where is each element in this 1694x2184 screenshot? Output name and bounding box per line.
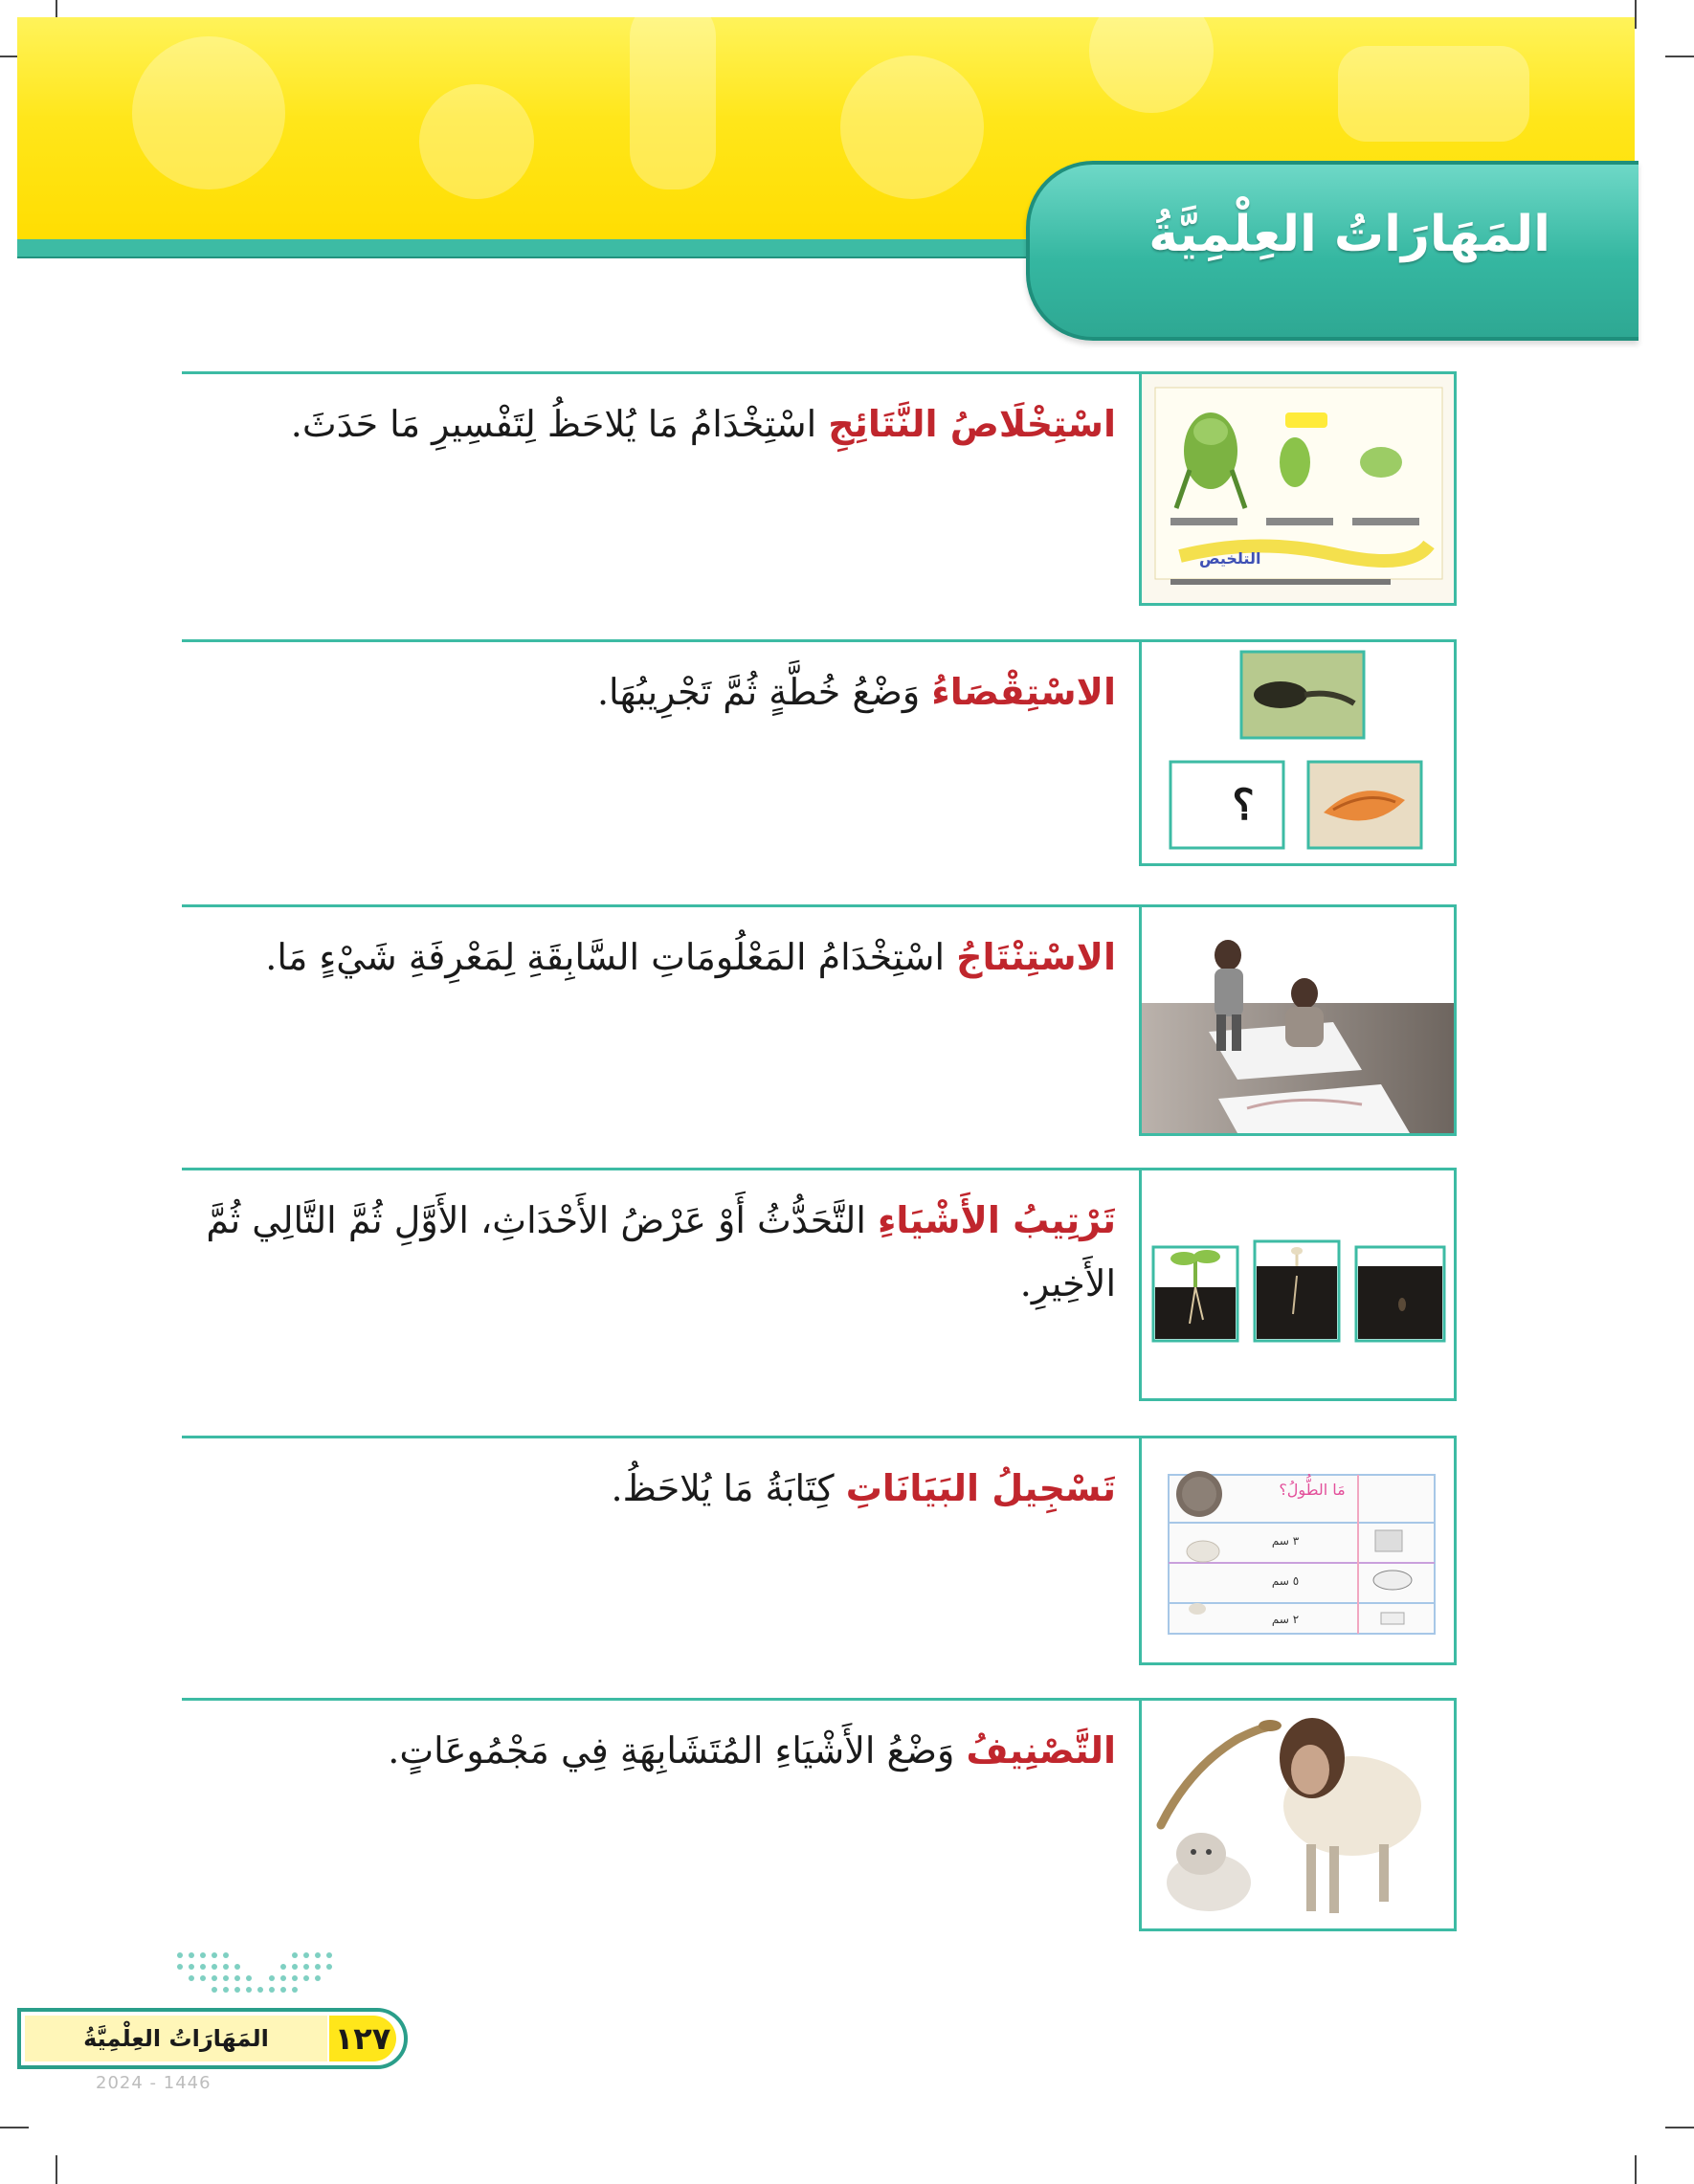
- insect-life-cycle-image: [1139, 371, 1457, 606]
- skill-text: [197, 925, 1116, 989]
- skill-text: [197, 1719, 1116, 1782]
- question-mark: ؟: [1232, 781, 1255, 830]
- skill-row-investigating: [182, 639, 1457, 866]
- ministry-logo: [177, 1952, 342, 2010]
- skill-text: [197, 1457, 1116, 1520]
- skill-term: اسْتِخْلَاصُ النَّتَائِجِ: [828, 403, 1116, 445]
- footer-year: 2024 - 1446: [96, 2073, 212, 2093]
- table-title: مَا الطُّولُ؟: [1279, 1481, 1346, 1499]
- plant-growth-image: [1139, 1168, 1457, 1401]
- crop-mark: [1665, 2127, 1694, 2128]
- footer-section-label: المَهَارَاتُ العِلْمِيَّةُ: [25, 2016, 327, 2061]
- skill-term: التَّصْنِيفُ: [966, 1729, 1116, 1772]
- skill-text: [197, 392, 1116, 456]
- investigation-image: [1139, 639, 1457, 866]
- crop-mark: [56, 2155, 57, 2184]
- children-map-image: [1139, 904, 1457, 1136]
- skill-row-classifying: [182, 1698, 1457, 1931]
- crop-mark: [0, 2127, 29, 2128]
- table-cell: ٢ سم: [1271, 1613, 1300, 1626]
- skill-term: تَسْجِيلُ البَيَانَاتِ: [845, 1467, 1116, 1509]
- page-title: المَهَارَاتُ العِلْمِيَّةُ: [1148, 206, 1550, 263]
- skill-definition: كِتَابَةُ مَا يُلاحَظُ.: [611, 1467, 846, 1509]
- table-cell: ٥ سم: [1271, 1574, 1300, 1588]
- skill-definition: اسْتِخْدَامُ مَا يُلاحَظُ لِتَفْسِيرِ مَا حَدَثَ.: [290, 403, 829, 445]
- animals-image: [1139, 1698, 1457, 1931]
- skill-text: [197, 660, 1116, 724]
- svg-text:التلخيص: التلخيص: [1199, 549, 1261, 568]
- page-number: ١٢٧: [329, 2016, 396, 2061]
- skill-term: الاسْتِنْتَاجُ: [956, 936, 1116, 978]
- table-cell: ٣ سم: [1271, 1534, 1300, 1548]
- length-table-image: [1139, 1436, 1457, 1665]
- skill-definition: وَضْعُ خُطَّةٍ ثُمَّ تَجْرِيبُهَا.: [596, 671, 932, 713]
- skill-definition: وَضْعُ الأَشْيَاءِ المُتَشَابِهَةِ فِي مَجْمُوعَاتٍ.: [388, 1729, 967, 1772]
- skill-term: تَرْتِيبُ الأَشْيَاءِ: [877, 1199, 1116, 1241]
- skill-row-sequencing: [182, 1168, 1457, 1401]
- skill-definition: التَّحَدُّثُ أَوْ عَرْضُ الأَحْدَاثِ، الأَوَّلِ ثُمَّ التَّالِي ثُمَّ الأَخِيرِ.: [206, 1199, 1116, 1304]
- skill-term: الاسْتِقْصَاءُ: [931, 671, 1116, 713]
- skill-row-recording-data: [182, 1436, 1457, 1665]
- skill-definition: اسْتِخْدَامُ المَعْلُومَاتِ السَّابِقَةِ لِمَعْرِفَةِ شَيْءٍ مَا.: [265, 936, 957, 978]
- crop-mark: [1635, 2155, 1637, 2184]
- skill-row-conclusions: [182, 371, 1457, 606]
- crop-mark: [1635, 0, 1637, 29]
- crop-mark: [1665, 56, 1694, 57]
- skill-row-inferring: [182, 904, 1457, 1136]
- skill-text: [197, 1189, 1116, 1315]
